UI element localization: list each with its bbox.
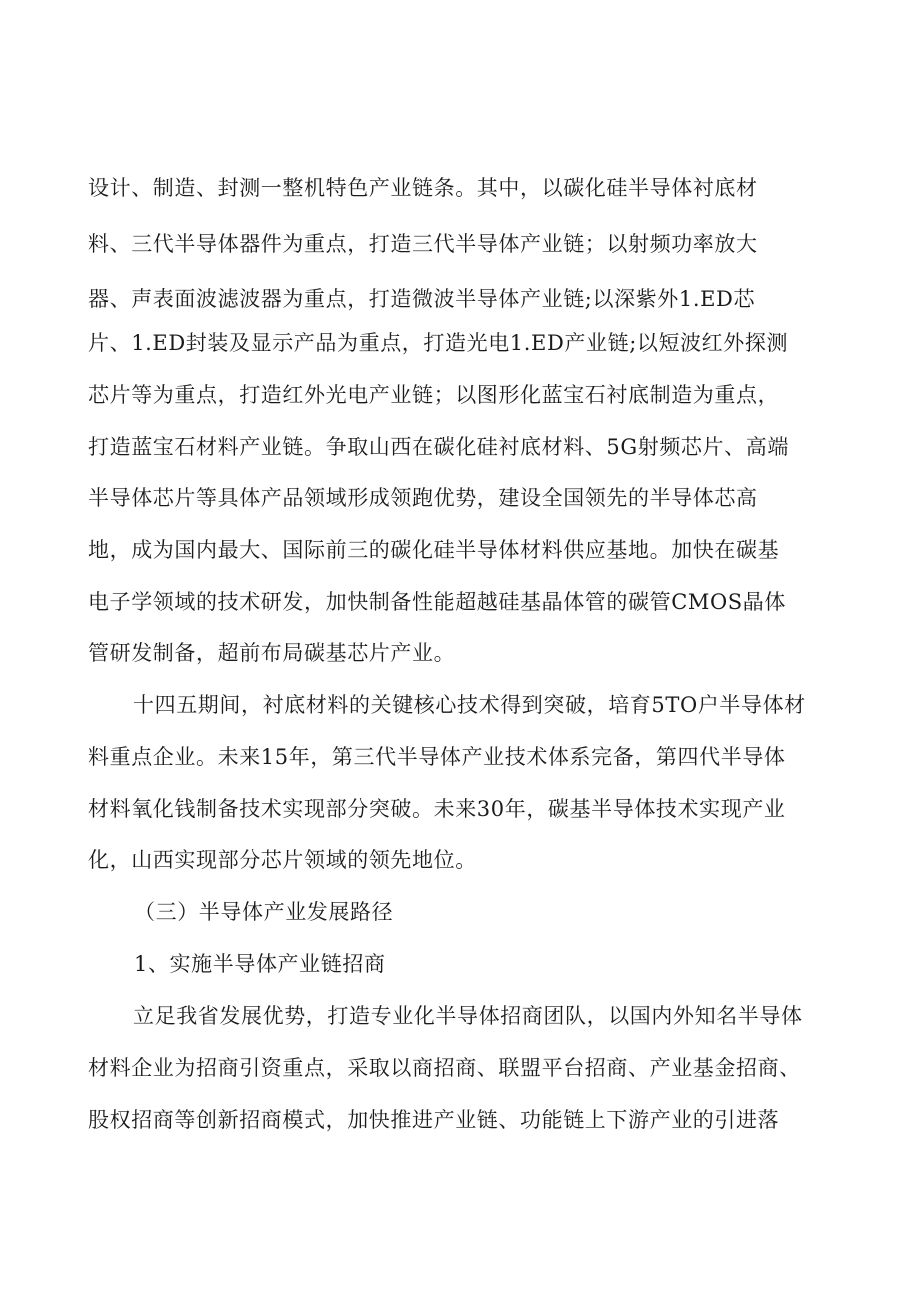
paragraph-line: 化，山西实现部分芯片领域的领先地位。 — [88, 848, 477, 872]
paragraph-line: 十四五期间，衬底材料的关键核心技术得到突破，培育5TO户半导体材 — [133, 693, 806, 717]
paragraph-line: 片、1.ED封装及显示产品为重点，打造光电1.ED产业链;以短波红外探测 — [88, 331, 789, 355]
paragraph-line: 材料氧化钱制备技术实现部分突破。未来30年，碳基半导体技术实现产业 — [88, 797, 786, 821]
paragraph-line: 立足我省发展优势，打造专业化半导体招商团队，以国内外知名半导体 — [133, 1004, 803, 1028]
paragraph-line: 料、三代半导体器件为重点，打造三代半导体产业链；以射频功率放大 — [88, 232, 758, 256]
paragraph-line: 地，成为国内最大、国际前三的碳化硅半导体材料供应基地。加快在碳基 — [88, 538, 780, 562]
subsection-heading: 1、实施半导体产业链招商 — [134, 952, 386, 976]
paragraph-line: 设计、制造、封测一整机特色产业链条。其中，以碳化硅半导体衬底材 — [88, 176, 758, 200]
paragraph-line: 股权招商等创新招商模式，加快推进产业链、功能链上下游产业的引进落 — [88, 1108, 780, 1132]
paragraph-line: 器、声表面波滤波器为重点，打造微波半导体产业链;以深紫外1.ED芯 — [88, 287, 756, 311]
paragraph-line: 打造蓝宝石材料产业链。争取山西在碳化硅衬底材料、5G射频芯片、高端 — [88, 435, 789, 459]
paragraph-line: 半导体芯片等具体产品领域形成领跑优势，建设全国领先的半导体芯高 — [88, 486, 758, 510]
section-heading: （三）半导体产业发展路径 — [134, 900, 394, 924]
paragraph-line: 管研发制备，超前布局碳基芯片产业。 — [88, 641, 456, 665]
paragraph-line: 料重点企业。未来15年，第三代半导体产业技术体系完备，第四代半导体 — [88, 745, 786, 769]
paragraph-line: 材料企业为招商引资重点，采取以商招商、联盟平台招商、产业基金招商、 — [88, 1056, 801, 1080]
paragraph-line: 芯片等为重点，打造红外光电产业链；以图形化蓝宝石衬底制造为重点， — [88, 383, 780, 407]
paragraph-line: 电子学领域的技术研发，加快制备性能超越硅基晶体管的碳管CMOS晶体 — [88, 590, 786, 614]
